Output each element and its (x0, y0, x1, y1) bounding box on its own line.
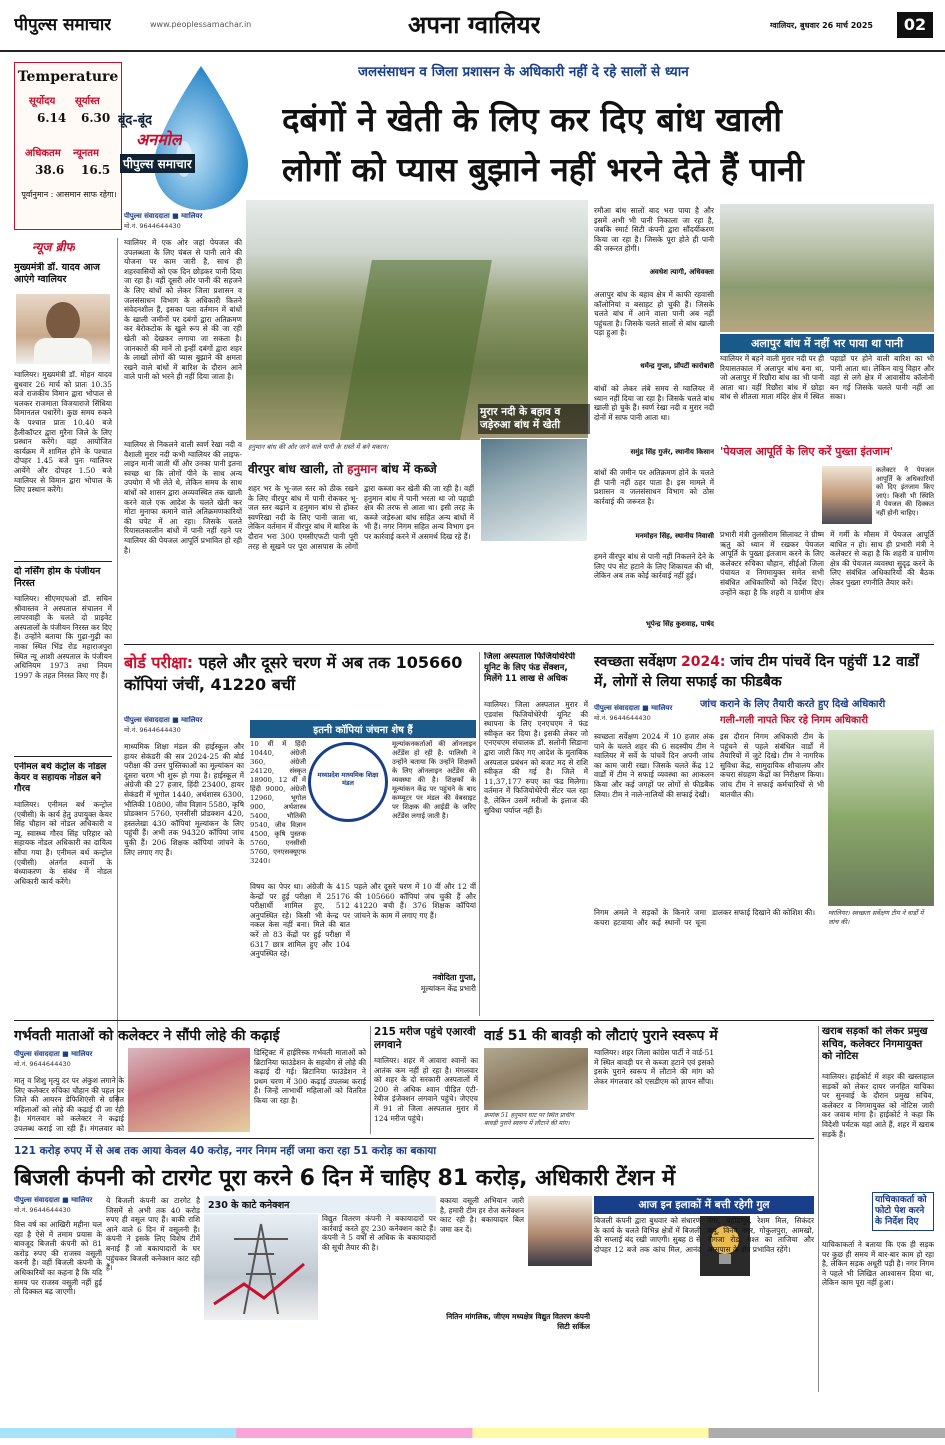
quote-2: अलापुर बांध के बहाव क्षेत्र में काफी रहवासी कॉलोनियां व बसाहट हो चुकी हैं। जिसके चलते बांध में आने वाला पानी अब नहीं पहुंचता है। जिसके चलते सालों से बांध खाली पड़ा हुआ है। (594, 290, 714, 338)
drinking-body: प्रभारी मंत्री तुलसीराम सिलावट ने ग्रीष्म ऋतु को ध्यान में रखकर पेयजल आपूर्ति के पुख्ता इंतजाम करने के लिए कलेक्टर रुचिका चौहान, सीईओ जिला पंचायत व निगमायुक्त समेत सभी संबंधित अधिकारियों को निर्देश दिए। उन्होंने कहा है कि शहरी व ग्रामीण क्षेत्र में गर्मी के मौसम में पेयजल आपूर्ति बाधित न हो। साथ ही प्रभारी मंत्री ने कलेक्टर से कहा है कि शहरी व ग्रामीण क्षेत्र की पेयजल व्यवस्था सुदृढ़ करने के लिए संबंधित अधिकारियों की बैठक लेकर पुख्ता रणनीति तैयार करें। (720, 530, 934, 597)
mothers-headline: गर्भवती माताओं को कलेक्टर ने सौंपी लोहे की कढ़ाई (14, 1028, 280, 1044)
lead-kicker: जलसंसाधन व जिला प्रशासन के अधिकारी नहीं दे रहे सालों से ध्यान (358, 64, 689, 80)
divider (14, 1020, 934, 1021)
drinking-portrait-caption: कलेक्टर ने पेयजल आपूर्ति के अधिकारियों को दिए इंतजाम किए जाएं। किसी भी स्थिति में पेयजल की दिक्कत नहीं होनी चाहिए। (876, 466, 934, 517)
power-byline (14, 1196, 114, 1214)
swachh-photo-caption: ग्वालियर। स्वच्छता सर्वेक्षण टीम ने वार्डों में जांच की। (828, 909, 924, 926)
byline-text: पीपुल्स संवाददाता ■ ग्वालियर (594, 704, 673, 712)
board-signature-name: नवोदिता गुप्ता, (432, 973, 476, 982)
roads-headline: खराब सड़कों को लेकर प्रमुख सचिव, कलेक्टर निगमायुक्त को नोटिस (822, 1026, 928, 1062)
campaign-line2: अनमोल (136, 130, 182, 149)
alapur-caption: अलापुर बांध में नहीं भर पाया था पानी (720, 334, 934, 353)
hospital-headline: जिला अस्पताल फिजियोथेरेपी यूनिट के लिए फंड सेंक्शन, मिलेंगे 11 लाख से अधिक (484, 652, 576, 684)
roads-bottom-body: याचिकाकर्ता ने बताया कि एक ही सड़क पर कुछ ही समय में बार-बार काम हो रहा है, लेकिन सड़क अधूरी पड़ी है। नगर निगम ने पहले भी लिखित आश्वासन दिया था, लेकिन काम पूरा नहीं हुआ। (822, 1240, 934, 1288)
roads-body: ग्वालियर। हाईकोर्ट में शहर की खस्ताहाल सड़कों को लेकर दायर जनहित याचिका पर सुनवाई के दौरान प्रमुख सचिव, कलेक्टर व निगमायुक्त को नोटिस जारी कर जवाब मांगा है। हाईकोर्ट ने कहा कि विदेशी पर्यटक यहां आते हैं, शहर में खराब सड़कें हैं। (822, 1072, 934, 1139)
lead-headline-2: लोगों को प्यास बुझाने नहीं भरने देते हैं पानी (282, 150, 804, 189)
news-brief-column (14, 238, 112, 1118)
power-quote-name: नितिन मांगलिक, जीएम मध्यक्षेत्र विद्युत वितरण कंपनी सिटी सर्किल (446, 1312, 590, 1331)
inset-caption: मुरार नदी के बहाव व जड़ेरुआ बांध में खेती (478, 404, 590, 434)
quote-1: रमौआ बांध सालों बाद भरा पाया है और इसमें अभी भी पानी निकाला जा रहा है, जबकि स्मार्ट सिटी कंपनी द्वारा सौंदर्यीकरण किया जा रहा है। जिसके पूरा होते ही पानी की जरूरत होगी। (594, 206, 714, 254)
byline-text: पीपुल्स संवाददाता ■ ग्वालियर (14, 1050, 93, 1058)
divider (14, 561, 112, 562)
roads-side-box: याचिकाकर्ता को फोटो पेश करने के निर्देश दिए (872, 1192, 934, 1231)
board-signature-role: मूल्यांकन केंद्र प्रभारी (420, 984, 476, 993)
power-tower-photo (204, 1214, 318, 1320)
quote-3: बांधों को लेकर लंबे समय से ग्वालियर में ध्यान नहीं दिया जा रहा है। जिसके चलते बांध खाली हो चुके हैं। स्वर्ण रेखा नदी व मुरार नदी दोनों में साफ पानी आता था। (594, 384, 714, 422)
virpur-body: शहर भर के भू-जल स्तर को ठीक रखने के लिए वीरपुर बांध में पानी रोककर भू-जल स्तर बढ़ाने व हनुमान बांध से होकर स्वर्णरेखा नदी के लिए पानी जाता था, लेकिन वर्तमान में वीरपुर बांध में बारिश के दौरान भरा 300 एमसीएफटी पानी पूरी तरह से सूखने पर पूरा आसपास के लोगों द्वारा कब्जा कर खेती की जा रही है। वहीं हनुमान बांध में पानी भरता था जो पहाड़ी क्षेत्र की तरफ से आता था। इसी तरह के कब्जे जड़ेरुआ बांध सहित अन्य बांधों में भी हैं। नगर निगम सहित अन्य विभाग इन पर कार्रवाई करने में असमर्थ दिख रहे हैं। (248, 484, 474, 551)
inset-photo (480, 438, 588, 542)
cm-photo (16, 294, 110, 364)
quote-5: हमने वीरपुर बांध से पानी नहीं निकलने देने के लिए पंप सेट हटाने के लिए शिकायत की थी, लेकिन अब तक कोई कार्रवाई नहीं हुई। (594, 552, 714, 581)
brief-1-title: मुख्यमंत्री डॉ. यादव आज आएंगे ग्वालियर (14, 262, 100, 285)
board-seal-text: मध्यप्रदेश माध्यमिक शिक्षा मंडल (317, 771, 379, 787)
divider (14, 1138, 814, 1139)
campaign-logo (106, 64, 266, 214)
brief-3-title: एनीमल बर्थ कंट्रोल के नोडल केयर व सहायक नोडल बने गौरव (14, 762, 107, 794)
power-body-1: वित्त वर्ष का आखिरी महीना चल रहा है ऐसे में तमाम प्रयास के बावजूद बिजली कंपनी को 81 करोड़ रुपए की राजस्व वसूली करनी है। वहीं बिजली कंपनी के अधिकारियों का कहना है कि यदि समय पर राजस्व वसूली नहीं हुई तो दिक्कत बढ़ जाएगी। (14, 1220, 102, 1297)
sunrise-value: 6.14 (37, 111, 67, 125)
board-headline-a: बोर्ड परीक्षा: (124, 653, 199, 672)
max-label: अधिकतम (25, 148, 61, 159)
power-body-3: बकाया वसूली अभियान जारी है, हमारी टीम हर रोज कनेक्शन काट रही है। बकायादार बिल जमा कर दें। (440, 1196, 524, 1234)
dateline: ग्वालियर, बुधवार 26 मार्च 2025 (770, 21, 873, 30)
hospital-body: ग्वालियर। जिला अस्पताल मुरार में एडवांस फिजियोथेरेपी यूनिट की स्थापना के लिए एनएचएम ने फंड स्वीकृत कर दिया है। इसकी लेकर जो एनएचएम संचालक डॉ. सलोनी सिडाना द्वारा जारी किए गए आदेश के मुताबिक अस्पताल प्रबंधन को बजट मद से राशि स्वीकृत की गई है। जिले में 11,37,177 रुपए का फंड मिलेगा। वर्तमान में फिजियोथेरेपी सेंटर चल रहा है, लेकिन उसमें मरीजों के इलाज की सुविधा पर्याप्त नहीं हैं। (484, 700, 588, 815)
power-tower-icon (204, 1214, 318, 1320)
byline-mobile: मो.नं. 9644644430 (14, 1206, 71, 1214)
swachh-byline (594, 704, 714, 722)
brief-2-title: दो नर्सिंग होम के पंजीयन निरस्त (14, 566, 101, 589)
patients-headline: 215 मरीज पहुंचे एआरवी लगवाने (374, 1026, 476, 1051)
brief-3-body: ग्वालियर। एनीमल बर्थ कन्ट्रोल (एबीसी) के कार्य हेतु उपायुक्त केयर सिंह चौहान को नोडल अधिकारी व न्यू. स्वास्थ्य गौरव सिंह परिहार को सहायक नोडल अधिकारी का दायित्व सौंपा गया है। एनीमल बर्थ कन्ट्रोल (एबीसी) अंतर्गत श्वानों के बंध्याकरण के संबंध में नोडल अधिकारी कार्य करेंगे। (14, 800, 112, 886)
page-number: 02 (897, 12, 933, 38)
ward51-photo-caption: क्रमांक 51 हनुमान घाट पर स्थित प्राचीन बावड़ी पुराने स्वरूप में लौटाने की मांग। (484, 1112, 574, 1127)
max-value: 38.6 (35, 163, 65, 177)
column-rule (818, 1026, 819, 1392)
ward51-photo (484, 1048, 588, 1110)
quote-1-name: अवधेश त्यागी, अधिवक्ता (649, 268, 714, 276)
campaign-line1: बूंद-बूंद (118, 113, 153, 128)
mothers-photo (128, 1048, 250, 1132)
campaign-line3: पीपुल्स समाचार (120, 154, 195, 173)
board-remaining-text-2: मूल्यांकनकर्ताओं की ऑनलाइन अटेंडेंस हो रही है: पालिसी ने उन्होंने बताया कि उन्होंने शिक्षकों के लिए ऑनलाइन अटेंडेंस की व्यवस्था की है। शिक्षकों के मूल्यांकन केंद्र पर पहुंचने के बाद कम्प्यूटर पर मंडल की वेबसाइट पर शिक्षक की आईडी के जरिए अटेंडेंस लगाई जाती है। (392, 740, 476, 820)
byline-text: पीपुल्स संवाददाता ■ ग्वालियर (14, 1196, 93, 1204)
outage-title: आज इन इलाकों में बत्ती रहेगी गुल (594, 1196, 814, 1214)
lead-byline (124, 212, 242, 230)
lead-photo-caption: हनुमान बांध की ओर जाने वाले पानी के रास्ते में बने मकान। (248, 443, 389, 451)
news-brief-label: न्यूज ब्रीफ (32, 240, 75, 254)
column-rule (117, 238, 118, 1108)
swachh-headline-c: जांच टीम पांचवें दिन पहुंचीं 12 वार्डों में, लोगों से लिया सफाई का फीडबैक (594, 654, 919, 690)
collector-photo (822, 466, 872, 524)
swachh-body-2: इस दौरान निगम अधिकारी टीम के पहुंचने से पहले संबंधित वार्डों में तैयारियों में जुटे दिखे। टीम ने नागरिक सुविधा केंद्र, सामुदायिक शौचालय और कचरा संग्रहण केंद्रों का निरीक्षण किया। जांच टीम ने सफाई कर्मचारियों से भी बातचीत की। (720, 732, 824, 799)
alapur-photo (720, 204, 934, 332)
power-box-body: विद्युत वितरण कंपनी ने बकायादारों पर कार्रवाई करते हुए 230 कनेक्शन काटे हैं। कंपनी ने 5 वर्षों से अधिक के बकायादारों की सूची तैयार की है। (322, 1214, 436, 1252)
board-body-1: माध्यमिक शिक्षा मंडल की हाईस्कूल और हायर सेकंडरी की सत्र 2024-25 की बोर्ड परीक्षा की उत्तर पुस्तिकाओं का मूल्यांकन का दूसरा चरण भी शुरू हो गया है। हाईस्कूल में अंग्रेजी की 27 हजार, हिंदी 23400, हायर सेकंडरी में भूगोल 1440, अर्थशास्त्र 6300, भौतिकी 10800, जीव विज्ञान 5580, कृषि प्रोडक्शन 5760, एनसीसी प्रोडक्शन 420, हस्तलेखा 430 कॉपियां मूल्यांकन के लिए पहुंची हैं। अभी तक 94320 कॉपियां जांच चुकी हैं। 206 शिक्षक कॉपियां जांचने के लिए लगाए गए हैं। (124, 742, 244, 857)
quote-2-name: धर्मेन्द्र गुप्ता, प्रॉपर्टी कारोबारी (640, 362, 714, 370)
brief-2-body: ग्वालियर। सीएमएचओ डॉ. सचिन श्रीवास्तव ने अस्पताल संचालन में लापरवाही के चलते दो प्राइवेट अस्पतालों के पंजीयन निरस्त कर दिए हैं। उन्होंने बताया कि गुढ़ा-गुढ़ी का नाका स्थित भिंड रोड महाराजपुरा स्थित न्यू आशी अस्पताल के पंजीयन अधिनियम 1973 तथा नियम 1997 के तहत निरस्त किए गए हैं। (14, 594, 112, 680)
swachh-headline-a: स्वच्छता सर्वेक्षण (594, 654, 681, 670)
virpur-headline-a: वीरपुर बांध खाली, तो (248, 462, 348, 476)
virpur-headline-b: हनुमान (347, 462, 378, 476)
print-registration-strip (0, 1428, 945, 1438)
sunset-value: 6.30 (81, 111, 111, 125)
ward51-headline: वार्ड 51 की बावड़ी को लौटाएं पुराने स्वरूप में (484, 1028, 718, 1044)
masthead (0, 0, 945, 52)
quote-4-name: मनमोहन सिंह, स्थानीय निवासी (635, 532, 714, 540)
divider (124, 644, 934, 645)
ward51-body: ग्वालियर। शहर जिला कांग्रेस पार्टी ने वार्ड-51 में स्थित बावड़ी पर से कब्जा हटाने एवं इसको इसके पुराने स्वरूप में लौटाने की मांग को लेकर मंगलवार को एसडीएम को ज्ञापन सौंपा। (594, 1048, 714, 1086)
byline-mobile: मो.नं. 9644644430 (14, 1060, 71, 1068)
swachh-subhead: गली-गली नापते फिर रहे निगम अधिकारी (720, 715, 868, 726)
board-remaining-text: 10 वीं में हिंदी 10440, अंग्रेजी 360, अंग्रेजी 24120, संस्कृत 18900, 12 वीं में हिंदी 9000, अंग्रेजी 12960, भूगोल 900, अर्थशास्त्र 5400, भौतिकी 9540, जीव विज्ञान 4500, कृषि पुस्तक 5760, एनसीसी 5760, एनएसक्यूएफ 3240। (250, 740, 306, 865)
min-label: न्यूनतम (73, 148, 99, 159)
mothers-byline (14, 1050, 124, 1068)
board-body-2: विषय का पेपर था। अंग्रेजी के 415 केन्द्रों पर हुई परीक्षा में 25176 परीक्षार्थी शामिल हुए, 512 अनुपस्थित रहे। किसी भी केन्द्र पर नकल केस नहीं बना। मिले की बात करें तो 83 केंद्रों पर हुई परीक्षा में 6317 छात्र शामिल हुए और 104 अनुपस्थित रहे। (250, 882, 350, 959)
paper-url: www.peoplessamachar.in (150, 20, 252, 29)
sunrise-label: सूर्योदय (29, 96, 56, 107)
byline-mobile: मो.नं. 9644644430 (594, 714, 651, 722)
side-quotes (594, 206, 714, 640)
byline-mobile: मो.नं. 9644644430 (124, 222, 181, 230)
patients-body: ग्वालियर। शहर में आवारा श्वानों का आतंक कम नहीं हो रहा है। मंगलवार को शहर के दो सरकारी अस्पतालों में 200 से अधिक श्वान पीड़ित एंटी-रेबीज इंजेक्शन लगवाने पहुंचे। जेएएच में 91 तो जिला अस्पताल मुरार में 124 मरीज पहुंचे। (374, 1056, 478, 1123)
gm-photo (528, 1196, 592, 1266)
alapur-body: ग्वालियर में बहने वाली मुरार नदी पर ही रियासतकाल में अलापुर बांध बना था, जो अलापुर में रिछौरा बांध का भी पानी आता था। वहीं रिछौरा बांध में छोड़ा बांध से शीतला माता मंदिर क्षेत्र में स्थित पहाड़ों पर होने वाली बारिश का भी पानी आता था। लेकिन वायु विहार और वहां से लगे क्षेत्र में आवासीय कॉलोनी बन गई जिसके चलते पानी नहीं आ सका। (720, 354, 934, 402)
swachh-body-3: निगम अमले ने सड़कों के किनारे जमा कचरा हटवाया और कई स्थानों पर चूना डालकर सफाई दिखाने की कोशिश की। (594, 908, 815, 927)
column-rule (370, 1026, 371, 1134)
swachh-body-1: स्वच्छता सर्वेक्षण 2024 में 10 हजार अंक पाने के चलते शहर की 6 सदस्यीय टीम ने ग्वालियर में सर्वे के पांचवें दिन अपनी जांच का काम जारी रखा। जिसके चलते केंद्र 12 वार्डों में टीम ने सफाई व्यवस्था का आकलन किया और कई जगहों पर लोगों से फीडबैक लिया। टीम ने नाले-नालियों की सफाई देखी। (594, 732, 714, 799)
lead-body-2: ग्वालियर से निकलने वाली स्वर्ण रेखा नदी व वैशाली मुरार नदी कभी ग्वालियर की लाइफ-लाइन मानी जाती थीं और उनका पानी इतना स्वच्छ था कि लोगों पीने के साथ अन्य उपयोग में भी लेते थे, लेकिन समय के साथ बांधों को शासन द्वारा अव्यवस्थित तक खाली करने वाले एक आदेश के चलते खेती कर मोटा मुनाफा कमाने वाले अतिक्रमणकारियों की चपेट में आ रहा। जिसके चलते रियासतकालीन बांधों में पानी नहीं रहने पर ग्वालियर की पेयजल आपूर्ति प्रभावित हो रही है। (124, 440, 242, 555)
byline-text: पीपुल्स संवाददाता ■ ग्वालियर (124, 716, 203, 724)
power-kicker: 121 करोड़ रुपए में से अब तक आया केवल 40 करोड़, नगर निगम नहीं जमा करा रहा 51 करोड़ का बकाया (14, 1145, 437, 1157)
quote-3-name: समुंद्र सिंह गुर्जर, स्थानीय किसान (630, 448, 714, 456)
drinking-headline: 'पेयजल आपूर्ति के लिए करें पुख्ता इंतजाम' (720, 445, 894, 458)
power-box-title: 230 के काटे कनेक्शन (204, 1196, 436, 1213)
weather-title: Temperature (17, 69, 119, 85)
byline-mobile: मो.नं. 9644644430 (124, 726, 181, 734)
swachh-headline (594, 652, 934, 692)
lead-headline-1: दबंगों ने खेती के लिए कर दिए बांध खाली (282, 100, 782, 139)
power-body-2: ये बिजली कंपनी का टारगेट है जिसमें से अभी तक 40 करोड़ रुपए ही वसूल पाए हैं। बाकी राशि आने वाले 6 दिन में वसूलनी है। कंपनी ने इसके लिए विशेष टीमें बनाई हैं जो बकायादारों के घर पहुंचकर बिजली कनेक्शन काट रही हैं। (106, 1196, 200, 1273)
forecast: पूर्वानुमान : आसमान साफ रहेगा। (21, 190, 117, 199)
lead-body-1: ग्वालियर में एक ओर जहां पेयजल की उपलब्धता के लिए चंबल से पानी लाने की योजना पर काम जारी है, साथ ही शहरवासियों को एक दिन छोड़कर पानी दिया जा रहा है। वहीं दूसरी ओर पानी की सहजने के लिए बांधों को लेकर जिला प्रशासन व जलसंसाधन विभाग के अधिकारी कितने संवेदनशील हैं, इसका पता वर्तमान में बांधों के खाली जमीनों पर दबंगों द्वारा अतिक्रमण कर बेरोकटोक के खुले रूप से की जा रही खेती को देखकर लगाया जा सकता है। जानकारों की मानें तो इन्हीं दबंगों द्वारा शहर के लाखों लोगों की प्यास बुझाने की क्षमता रखने वाले बांधों में बारिश के दौरान आने वाले पानी को भरने ही नहीं दिया जाता है। (124, 238, 242, 382)
board-remaining-title: इतनी कॉपियां जंचना शेष हैं (250, 720, 476, 738)
swachh-headline-b: 2024: (680, 654, 726, 670)
board-headline (124, 652, 476, 696)
divider (14, 756, 112, 757)
quote-5-name: भूपेन्द्र सिंह कुशवाह, पार्षद (645, 620, 714, 628)
brief-1-body: ग्वालियर। मुख्यमंत्री डॉ. मोहन यादव बुधवार 26 मार्च को प्रातः 10.35 बजे राजकीय विमान द्वारा भोपाल से चलकर राजमाता विजयाराजे सिंधिया विमानतल पधारेंगे। कुछ समय रुकने के पश्चात प्रातः 10.40 बजे हैलीकॉप्टर द्वारा मुरैना जिले के लिए प्रस्थान करेंगे। वहां आयोजित कार्यक्रम में शामिल होने के पश्चात दोपहर 1.45 बजे पुनः ग्वालियर आयेंगे और दोपहर 1.50 बजे ग्वालियर से विमान द्वारा भोपाल के लिए प्रस्थान करेंगे। (14, 370, 112, 495)
section-title: अपना ग्वालियर (408, 11, 541, 39)
mothers-body-1: मातृ व शिशु मृत्यु दर पर अंकुश लगाने के लिए कलेक्टर रुचिका चौहान की पहल पर जिले की आयरन डेफिशिएंसी से ग्रसित महिलाओं को लोहे की कढ़ाई दी जा रही है। मंगलवार को कलेक्टर ने कढ़ाई उपलब्ध कराई जा रही हैं। मंगलवार को (14, 1076, 124, 1133)
outage-body: बिजली कंपनी द्वारा बुधवार को संधारण के कार्य के चलते विभिन्न क्षेत्रों में बिजली की सप्लाई बंद रखी जाएगी। सुबह 8 से दोपहर 12 बजे तक कांच मिल, आनंद नगर, बहोड़ापुर, रेशम मिल, सिकंदर कंपू, विनय नगर, गोकुलपुरा, आमखो, नौगजा रोड, गश्त का ताजिया और आसपास के क्षेत्र प्रभावित रहेंगे। (594, 1216, 814, 1254)
sunset-label: सूर्यास्त (75, 96, 100, 107)
min-value: 16.5 (81, 163, 111, 177)
byline-text: पीपुल्स संवाददाता ■ ग्वालियर (124, 212, 203, 220)
power-headline: बिजली कंपनी को टारगेट पूरा करने 6 दिन में चाहिए 81 करोड़, अधिकारी टेंशन में (14, 1166, 676, 1191)
board-byline (124, 716, 234, 734)
column-rule (479, 652, 480, 1016)
quote-4: बांधों की जमीन पर अतिक्रमण होने के चलते ही पानी नहीं ठहर पाता है। इस मामले में प्रशासन व जलसंसाधन विभाग को ठोस कार्रवाई की जरूरत है। (594, 468, 714, 506)
virpur-headline-c: बांध में कब्जे (377, 462, 437, 476)
paper-name: पीपुल्स समाचार (14, 15, 112, 35)
board-headline-b: पहले और दूसरे चरण में अब तक 105660 कॉपियां जंचीं, 41220 बचीं (124, 653, 463, 694)
swachh-photo (828, 730, 934, 906)
board-seal (308, 742, 388, 822)
virpur-headline (248, 460, 478, 477)
board-body-3: पहले और दूसरे चरण में 10 वीं और 12 वीं की 105660 कॉपियां जंच चुकी हैं और 41220 बची हैं। 376 शिक्षक कॉपियां जांचने के काम में लगाए गए हैं। (354, 882, 476, 920)
mothers-body-2: डिस्ट्रिक्ट में हाईरिस्क गर्भवती माताओं को ब्रिटानिया फाउंडेशन के सहयोग से लोहे की कढ़ाई दी गई। ब्रिटानिया फाउंडेशन ने प्रथम चरण में 300 कढ़ाई उपलब्ध कराई हैं। जिन्हें लाभार्थी महिलाओं को वितरित किया जा रहा है। (254, 1048, 366, 1105)
swachh-deck: जांच कराने के लिए तैयारी करते हुए दिखे अधिकारी (700, 699, 886, 710)
